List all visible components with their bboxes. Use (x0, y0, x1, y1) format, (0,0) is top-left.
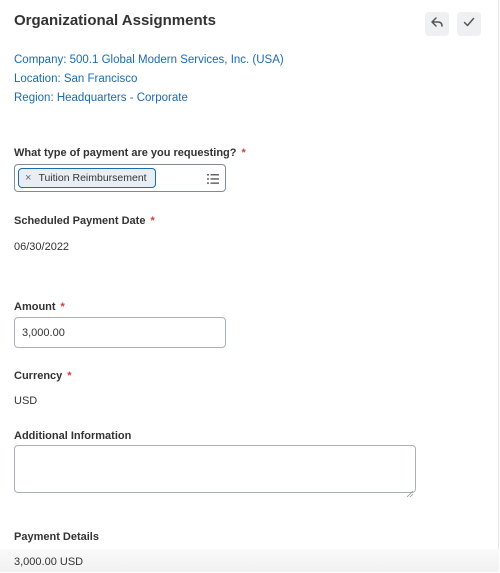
scheduled-date-value: 06/30/2022 (14, 241, 70, 253)
scheduled-date-label: Scheduled Payment Date * (14, 215, 155, 227)
amount-input[interactable] (14, 317, 226, 348)
required-marker: * (150, 215, 155, 227)
location-link[interactable]: Location: San Francisco (14, 73, 138, 85)
list-icon[interactable] (207, 172, 219, 184)
selected-payment-type: Tuition Reimbursement (38, 172, 147, 184)
back-button[interactable] (425, 12, 449, 36)
region-link[interactable]: Region: Headquarters - Corporate (14, 92, 188, 104)
company-link[interactable]: Company: 500.1 Global Modern Services, Inc. (USA) (14, 54, 284, 66)
page-title: Organizational Assignments (14, 12, 216, 29)
remove-selection-icon[interactable]: × (25, 172, 32, 184)
required-marker: * (67, 370, 72, 382)
currency-value: USD (14, 395, 38, 407)
confirm-button[interactable] (457, 12, 481, 36)
payment-type-label: What type of payment are you requesting? * (14, 147, 246, 159)
reply-arrow-icon (430, 15, 444, 34)
additional-info-textarea[interactable] (14, 445, 416, 493)
currency-label: Currency * (14, 370, 72, 382)
selected-payment-type-pill[interactable] (18, 168, 156, 188)
checkmark-icon (462, 15, 476, 34)
amount-value: 3,000.00 (22, 326, 65, 339)
required-marker: * (241, 147, 246, 159)
payment-details-value: 3,000.00 USD (14, 556, 84, 568)
required-marker: * (60, 301, 65, 313)
payment-type-select[interactable] (14, 164, 226, 192)
payment-details-label: Payment Details (14, 531, 99, 543)
additional-info-label: Additional Information (14, 430, 132, 442)
resize-grip-icon[interactable] (407, 484, 413, 490)
amount-label: Amount * (14, 301, 65, 313)
